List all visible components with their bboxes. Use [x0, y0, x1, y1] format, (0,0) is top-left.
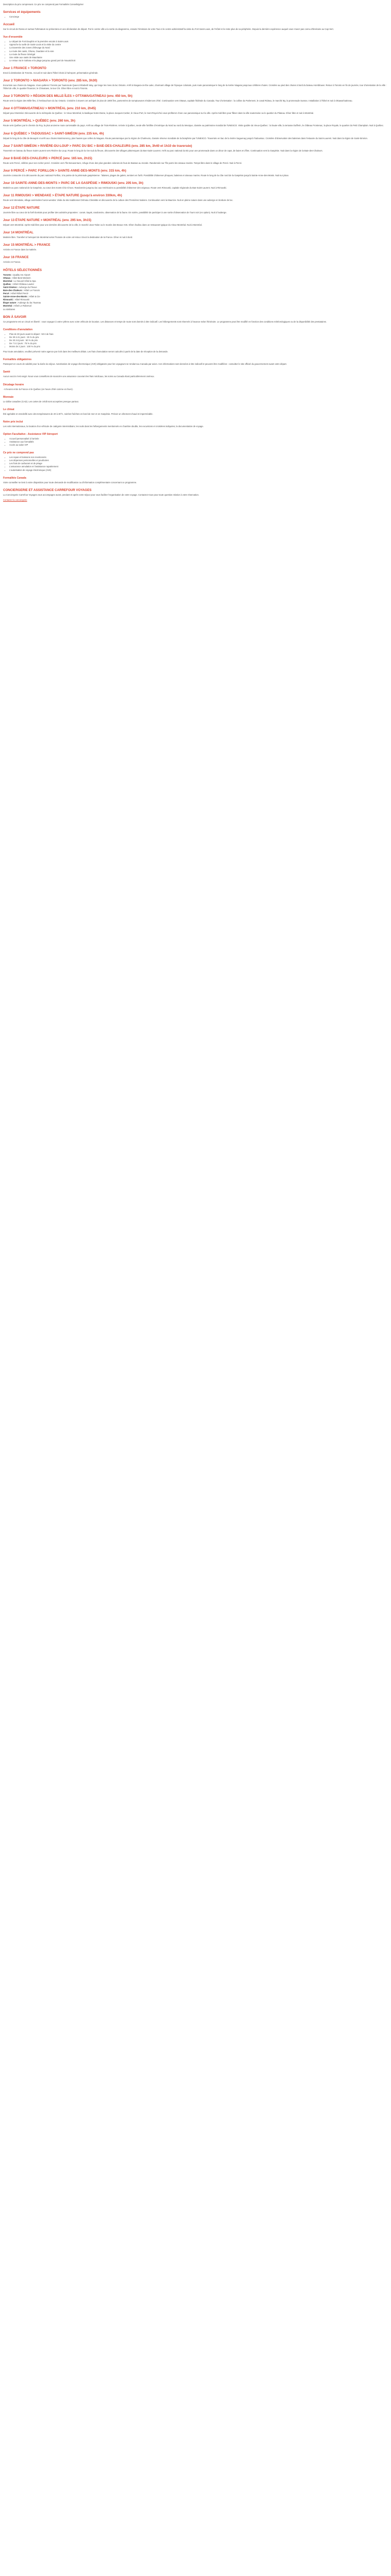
list-item: • Approche la ruelle de Saint-Louis et la visite du centre: [9, 43, 388, 46]
day-title: Jour 6 QUÉBEC > TADOUSSAC > SAINT-SIMÉON (env. 235 km, 4h): [3, 131, 104, 135]
not-included-title: Ce prix ne comprend pas: [3, 451, 34, 455]
list-item: • De 30 à 21 jours : 25 % du prix: [9, 336, 388, 339]
cancellation-list: [3, 333, 388, 348]
hotel-line: Saint-Siméon : Auberge du Fleuve: [3, 285, 37, 289]
day-text: Envol à destination de Toronto. Accueil et nuit dans l'hôtel choisi à l'aéroport, présentation générale.: [3, 71, 99, 74]
list-item: • Accès au salon VIP: [9, 444, 388, 447]
hotel-line: Québec : Hôtel Château Laurier: [3, 282, 35, 285]
list-item: • Les repas et boissons non mentionnés: [9, 456, 388, 459]
hotels-title: HÔTELS SÉLECTIONNÉS: [3, 268, 42, 272]
services-title: Services et équipements: [3, 10, 41, 14]
hotel-line: Ottawa : Hôtel Best Western: [3, 276, 31, 279]
day-text: Traversée en bateau du fleuve Saint-Laurent vers Rivière-du-Loup. Route le long de la rive sud du fleuve, découverte des villages pittoresques du Bas-Saint-Laurent. Arrêt au parc national du Bic pour une promenade dans un décor de caps, de baies et d'îles. Continuation vers la Gaspésie. Nuit dans la région de la Baie-des-Chaleurs.: [3, 149, 323, 152]
list-item: • De 7 à 2 jours : 75 % du prix: [9, 342, 388, 345]
currency-text: Le dollar canadien (CAD). Les cartes de crédit sont acceptées presque partout.: [3, 400, 79, 403]
list-item: • Le départ de Fort Dauphin et la première escale à Saint-Louis: [9, 40, 388, 43]
overview-list: [3, 40, 388, 62]
itinerary: [3, 66, 388, 264]
concierge-title: CONCIERGERIE ET ASSISTANCE CARREFOUR VOYAGES: [3, 488, 92, 492]
list-item: • Les frais de carburant et de péage: [9, 462, 388, 465]
health-text: Aucun vaccin n'est exigé. Nous vous conseillons de souscrire une assurance couvrant les frais médicaux, les soins au Canada étant particulièrement onéreux.: [3, 375, 155, 378]
day-text: Matinée libre. Transfert à l'aéroport de Montréal selon l'horaire de votre vol retour. Envol à destination de la France. Dîner et nuit à bord.: [3, 236, 133, 239]
day-text: Départ pour Montréal. Découverte de la métropole du Québec : le Vieux-Montréal, la basilique Notre-Dame, la place Jacques-Cartier, le Vieux-Port, le mont Royal d'où vous profiterez d'une vue panoramique sur la ville. Après-midi libre pour flâner dans la ville souterraine ou le quartier du Plateau. Dîner libre et nuit à Montréal.: [3, 112, 314, 115]
list-item: • L'assurance annulation et l'assistance rapatriement: [9, 465, 388, 468]
currency-title: Monnaie: [3, 395, 14, 399]
day-title: Jour 10 SAINTE-ANNE-DES-MONTS > PARC DE LA GASPÉSIE > RIMOUSKI (env. 205 km, 3h): [3, 181, 143, 185]
health-title: Santé: [3, 370, 10, 374]
hotel-line: Baie-des-Chaleurs : Hôtel Le Francis: [3, 289, 40, 292]
list-item: • Plus de 30 jours avant le départ : 50 € de frais: [9, 333, 388, 336]
hotel-line: Montréal : Le Nouvel Hôtel & Spa: [3, 279, 36, 282]
overview-title: Vue d'ensemble: [3, 36, 23, 39]
list-item: • Moins de 2 jours : 100 % du prix: [9, 345, 388, 348]
time-zone-text: - 6 heures entre la France et le Québec (en heure d'été comme en hiver).: [3, 387, 73, 391]
document-body: [0, 0, 391, 502]
day-text: Journée consacrée à la découverte du parc national Forillon, à la pointe de la péninsule gaspésienne : falaises, plages de galets, sentiers en forêt. Possibilité d'observer phoques, baleines et oiseaux marins. Route le long de la côte nord de la Gaspésie jusqu'à Sainte-Anne-des-Monts. Nuit sur place.: [3, 174, 289, 177]
day-text: Arrivée en France dans la matinée.: [3, 248, 37, 251]
concierge-text: La Conciergerie Carrefour Voyages vous accompagne avant, pendant et après votre séjour pour vous faciliter l'organisation de votre voyage. Contactez-nous pour toute question relative à votre réservation.: [3, 493, 199, 496]
hotels-note: ou similaires: [3, 308, 15, 311]
list-item: • La route du fleuve Sénégal: [9, 53, 388, 56]
list-item: • La traversée des zones d'élevage du Nord: [9, 46, 388, 49]
intro-text: Description du prix comprenant. Ce prix ne comprend pas Formalités Conseils/gérer: [3, 3, 84, 6]
list-item: • La route des oasis, Ghana, Ouadane et la voie: [9, 50, 388, 53]
formalities-title: Formalités obligatoires: [3, 358, 32, 362]
hotel-line: Percé : Hôtel Riôtel Percé: [3, 292, 28, 295]
not-included-list: [3, 456, 388, 471]
day-title: Jour 13 ÉTAPE NATURE > MONTRÉAL (env. 295 km, 3h15): [3, 218, 91, 223]
canada-formalities-title: Formalités Canada: [3, 476, 26, 480]
list-item: • Accueil personnalisé à l'arrivée: [9, 437, 388, 440]
good-to-know-text: Ce programme est un circuit en liberté : vous voyagez à votre rythme avec votre véhicule de location. Les distances et temps de route sont donnés à titre indicatif. Les hébergements sont réservés à l'avance selon l'itinéraire. Le programme peut être modifié en fonction des conditions météorologiques ou de la disponibilité des prestataires.: [3, 320, 327, 323]
cancellation-text: Pour toute annulation, veuillez prévenir notre agence par écrit dans les meilleurs délais. Les frais d'annulation seront calculés à partir de la date de réception de la demande.: [3, 350, 168, 353]
options-list: [3, 437, 388, 447]
day-title: Jour 15 MONTRÉAL > FRANCE: [3, 243, 51, 247]
day-title: Jour 12 ÉTAPE NATURE: [3, 206, 40, 210]
climate-text: Été agréable et ensoleillé avec des températures de 20 à 30°C, soirées fraîches en bord de mer et en Gaspésie. Prévoir un vêtement chaud et imperméable.: [3, 412, 153, 415]
list-item: • Assistance aux formalités: [9, 440, 388, 444]
concierge-link[interactable]: Contacter la conciergerie: [3, 498, 27, 501]
included-text: Les vols internationaux, la location d'un véhicule de catégorie intermédiaire, les nuits dans les hébergements mentionnés en chambre double, les excursions et croisières indiquées, la documentation de voyage.: [3, 425, 204, 428]
day-text: Route vers Québec par le chemin du Roy, la plus ancienne route carrossable du pays. Arrêt au village de Trois-Rivières. Arrivée à Québec, seule ville fortifiée d'Amérique du Nord au nord du Mexique, classée au patrimoine mondial de l'UNESCO. Visite guidée du Vieux-Québec : la haute-ville, la terrasse Dufferin, le château Frontenac, la place Royale, le quartier du Petit Champlain. Nuit à Québec.: [3, 124, 384, 127]
list-item: • Une visite aux oasis de Mauritanie: [9, 56, 388, 59]
day-title: Jour 11 RIMOUSKI > WENDAKE > ÉTAPE NATURE (jusqu'à environ 330km, 4h): [3, 193, 122, 197]
list-item: • Concierge: [9, 15, 388, 19]
formalities-text: Passeport en cours de validité pour la durée du séjour. Autorisation de voyage électronique (AVE) obligatoire pour les voyageurs se rendant au Canada par avion. Ces informations sont données à titre indicatif et peuvent être modifiées : consultez le site officiel du gouvernement avant votre départ.: [3, 363, 287, 366]
hotels-list: [3, 274, 388, 311]
included-title: Notre prix inclut: [3, 420, 23, 423]
day-title: Jour 2 TORONTO > NIAGARA > TORONTO (env. 285 km, 3h30): [3, 79, 97, 83]
options-title: Option Facultative - Assistance VIP Aéroport: [3, 432, 58, 436]
day-title: Jour 14 MONTRÉAL: [3, 231, 34, 235]
cancellation-title: Conditions d'annulation: [3, 328, 33, 331]
canada-formalities-text: Votre conseiller se tient à votre disposition pour toute demande de modification ou d'information complémentaire concernant ce programme.: [3, 481, 137, 484]
services-list: [3, 15, 388, 19]
hotel-line: Étape nature : Auberge du lac Taureau: [3, 301, 41, 304]
day-title: Jour 3 TORONTO > RÉGION DES MILLE-ÎLES > OTTAWA/GATINEAU (env. 450 km, 5h): [3, 94, 133, 98]
time-zone-title: Décalage horaire: [3, 383, 24, 386]
hotel-line: Toronto : Quality Inn Airport: [3, 273, 30, 276]
day-text: Route vers Wendake, village amérindien huron-wendat. Visite du site traditionnel Onhoüa Chetek8e et découverte de la culture des Premières Nations. Continuation vers la Mauricie. Nuit en pleine nature dans une auberge en bordure de lac.: [3, 198, 233, 201]
hotel-line: Sainte-Anne-des-Monts : Hôtel & Cie: [3, 295, 40, 298]
list-item: • Le retour via le Sahara et la plage jusqu'au grand port de Nouakchott: [9, 59, 388, 62]
day-title: Jour 1 FRANCE > TORONTO: [3, 66, 46, 70]
day-text: Arrivée en France.: [3, 261, 21, 264]
day-text: Journée libre au cœur de la forêt boréale pour profiter des activités proposées : canoë, kayak, randonnée, observation de la faune. En soirée, possibilité de participer à une sortie d'observation de l'ours noir (en option). Nuit à l'auberge.: [3, 211, 227, 214]
day-title: Jour 8 BAIE-DES-CHALEURS > PERCÉ (env. 165 km, 2h15): [3, 156, 92, 160]
day-text: Excursion aux chutes du Niagara. Vous quitterez Toronto par l'autoroute Queen Elizabeth Way, qui longe les rives du lac Ontario. Arrêt à Niagara-on-the-Lake, charmant village de l'époque coloniale, puis route panoramique le long de la rivière Niagara jusqu'aux célèbres chutes. Croisière au pied des chutes à bord du bateau Hornblower. Retour à Toronto en fin de journée, tour d'orientation de la ville : l'hôtel de ville, le quartier financier, le Chinatown, la tour CN. Dîner libre et nuit à Toronto.: [3, 84, 387, 90]
day-title: Jour 4 OTTAWA/GATINEAU > MONTRÉAL (env. 210 km, 2h45): [3, 107, 96, 111]
day-title: Jour 7 SAINT-SIMÉON > RIVIÈRE-DU-LOUP > PARC DU BIC > BAIE-DES-CHALEURS (env. 285 km, 3h40 et 1h10 de traversée): [3, 144, 192, 148]
arrival-text: Sur le circuit de Rosso et surtout l'Ultimatum se présentera et une déclaration de départ. Par le centre ville a la sortie du diagramme, ensuite l'émission de votre Taxi et le centre administratif la visite du Fort Saint-Louis, de l'Hôtel et le reste plus de sa périphérie. Depuis la dernière expérience auquel vous n'avez pas connu d'itinéraire au Cap-Vert.: [3, 28, 334, 31]
climate-title: Le climat: [3, 408, 14, 411]
good-to-know-title: BON À SAVOIR: [3, 315, 26, 319]
day-title: Jour 16 FRANCE: [3, 256, 29, 260]
day-title: Jour 9 PERCÉ > PARC FORILLON > SAINTE-ANNE-DES-MONTS (env. 315 km, 4h): [3, 168, 126, 173]
list-item: • De 20 à 8 jours : 50 % du prix: [9, 339, 388, 342]
day-text: Départ vers Montréal. Après-midi libre pour une dernière découverte de la ville, le marché Jean-Talon ou le musée des Beaux-Arts. Dîner d'adieu dans un restaurant typique du Vieux-Montréal. Nuit à Montréal.: [3, 224, 202, 227]
list-item: • L'autorisation de voyage électronique (AVE): [9, 469, 388, 472]
day-text: Matinée au parc national de la Gaspésie, au cœur des monts Chic-Chocs. Randonnée jusqu'au lac aux Américains ou possibilité d'observer des orignaux. Route vers Rimouski, capitale régionale du Bas-Saint-Laurent. Nuit à Rimouski.: [3, 186, 227, 189]
day-text: Route vers Percé, célèbre pour son rocher percé. Croisière vers l'île Bonaventure, refuge d'une des plus grandes colonies de fous de Bassan au monde. Randonnée sur l'île parmi les oiseaux marins. Temps libre dans le village de Percé. Nuit à Percé.: [3, 161, 242, 164]
day-title: Jour 5 MONTRÉAL > QUÉBEC (env. 260 km, 3h): [3, 119, 75, 123]
hotel-line: Rimouski : Hôtel Rimouski: [3, 298, 29, 301]
arrival-title: Accueil: [3, 23, 15, 27]
hotel-line: Montréal : Hôtel Le Roberval: [3, 304, 31, 308]
day-text: Route vers la région des Mille-Îles, à l'embouchure du lac Ontario. Croisière à travers cet archipel de plus de 1800 îles, parsemées de somptueuses résidences d'été. Continuation vers Ottawa, capitale fédérale du Canada. Tour d'orientation : la colline du Parlement, le canal Rideau, le marché By, la promenade Sussex. Installation à l'hôtel et nuit à Ottawa/Gatineau.: [3, 99, 353, 103]
list-item: • Les dépenses personnelles et pourboires: [9, 459, 388, 462]
day-text: Départ le long de la côte de Beaupré et arrêt aux chutes Montmorency, plus hautes que celles du Niagara. Route panoramique par la région de Charlevoix, classée réserve mondiale de la biosphère par l'UNESCO. Traversée en bac de la rivière Saguenay jusqu'à Tadoussac. Croisière d'observation des baleines dans l'estuaire du Saint-Laurent. Nuit dans la région de Saint-Siméon.: [3, 137, 368, 140]
